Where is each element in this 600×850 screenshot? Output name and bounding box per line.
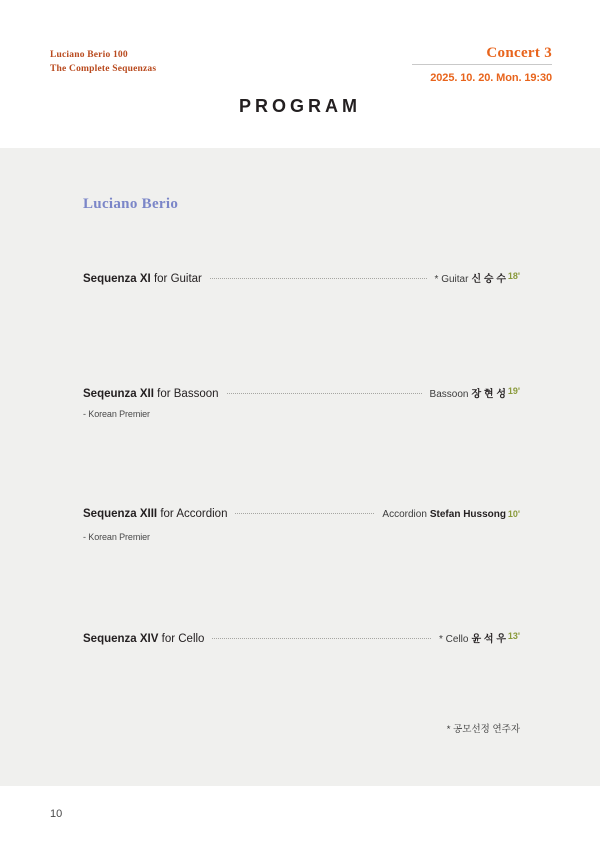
performer-name: 신 승 수 xyxy=(471,274,506,285)
work-instrument: for Guitar xyxy=(153,273,202,285)
program-item xyxy=(83,270,520,286)
work-sequenza: Sequenza XIV xyxy=(83,633,159,645)
program-item xyxy=(83,508,520,542)
performer-role: * Cello xyxy=(438,634,469,645)
concert-info xyxy=(292,44,552,85)
work-title xyxy=(83,508,227,520)
work-sequenza: Seqeunza XII xyxy=(83,388,154,400)
performer xyxy=(382,509,506,520)
program-item xyxy=(83,630,520,646)
work-instrument: for Cello xyxy=(161,633,205,645)
leader-dots xyxy=(235,512,374,514)
leader-dots xyxy=(210,277,427,279)
performer-name: Stefan Hussong xyxy=(429,509,506,520)
work-sequenza: Sequenza XIII xyxy=(83,508,158,520)
leader-dots xyxy=(212,637,431,639)
leader-dots xyxy=(227,392,422,394)
work-duration: 19' xyxy=(507,386,520,396)
work-duration: 18' xyxy=(507,271,520,281)
work-title xyxy=(83,633,204,645)
work-title xyxy=(83,273,202,285)
series-title xyxy=(50,48,156,76)
footnote: * 공모선정 연주자 xyxy=(446,724,520,735)
program-item-row xyxy=(83,630,520,646)
program-panel xyxy=(0,148,600,786)
concert-label: Concert 3 xyxy=(486,45,552,61)
program-item-row xyxy=(83,270,520,286)
performer-role: * Guitar xyxy=(434,274,469,285)
concert-date: 2025. 10. 20. Mon. 19:30 xyxy=(430,72,552,84)
work-instrument: for Accordion xyxy=(160,508,228,520)
work-note: - Korean Premier xyxy=(83,409,150,419)
performer-name: 장 현 성 xyxy=(471,389,506,400)
program-item xyxy=(83,385,520,419)
page-header xyxy=(0,44,600,84)
page-title: PROGRAM xyxy=(239,96,361,116)
work-title xyxy=(83,388,219,400)
performer-role: Bassoon xyxy=(429,389,469,400)
header-divider xyxy=(412,64,552,65)
series-title-line1: Luciano Berio 100 xyxy=(50,50,128,60)
series-title-line2: The Complete Sequenzas xyxy=(50,64,157,74)
work-note: - Korean Premier xyxy=(83,532,150,542)
work-instrument: for Bassoon xyxy=(157,388,219,400)
composer-name: Luciano Berio xyxy=(83,196,179,212)
work-duration: 10' xyxy=(507,509,520,519)
work-sequenza: Sequenza XI xyxy=(83,273,151,285)
program-item-row xyxy=(83,508,520,524)
program-item-row xyxy=(83,385,520,401)
performer-role: Accordion xyxy=(382,509,427,520)
page-number: 10 xyxy=(50,808,63,820)
performer-name: 윤 석 우 xyxy=(471,634,506,645)
work-duration: 13' xyxy=(507,631,520,641)
